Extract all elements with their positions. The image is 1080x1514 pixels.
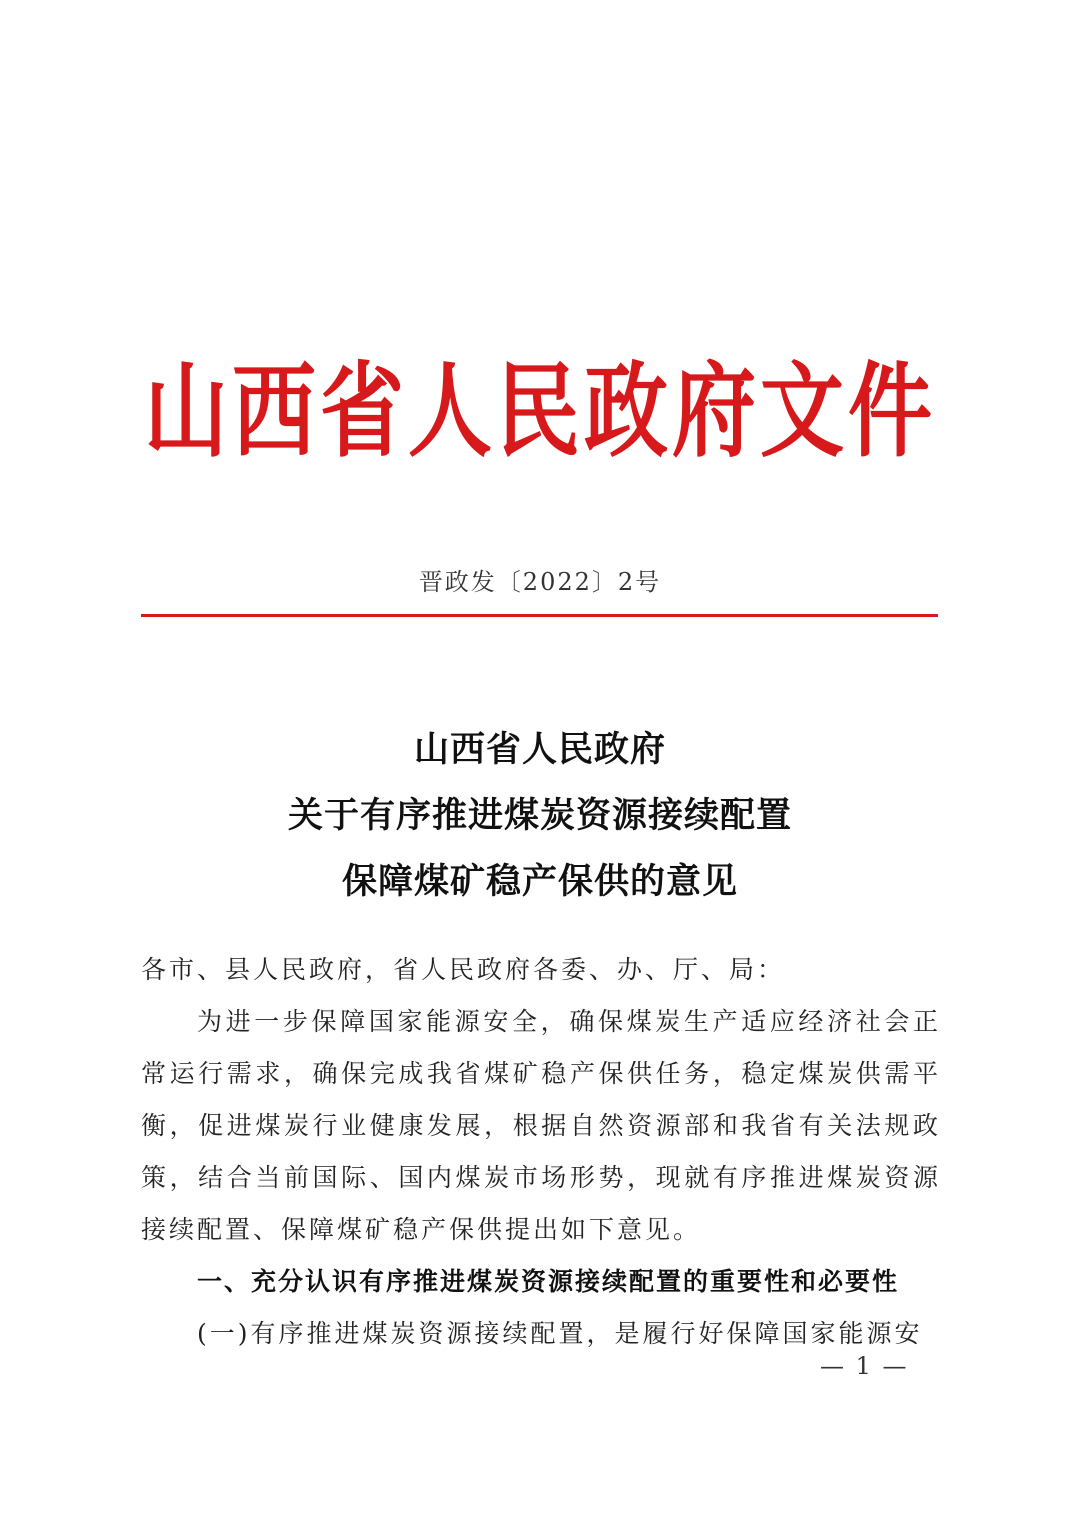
item-paragraph-1: (一)有序推进煤炭资源接续配置，是履行好保障国家能源安 xyxy=(197,1319,923,1348)
document-number: 晋政发〔2022〕2号 xyxy=(418,568,662,596)
intro-paragraph: 为进一步保障国家能源安全，确保煤炭生产适应经济社会正常运行需求，确保完成我省煤矿稳产保供任务，稳定煤炭供需平衡，促进煤炭行业健康发展，根据自然资源部和我省有关法规政策，结合当前国际、国内煤炭市场形势，现就有序推进煤炭资源接续配置、保障煤矿稳产保供提出如下意见。 xyxy=(141,1007,941,1244)
page-number: — 1 — xyxy=(820,1352,909,1380)
red-divider-line xyxy=(141,614,938,617)
document-body xyxy=(141,944,941,1360)
document-title-line-2: 关于有序推进煤炭资源接续配置 xyxy=(287,795,792,836)
document-masthead: 山西省人民政府文件 xyxy=(143,350,936,471)
document-title-line-3: 保障煤矿稳产保供的意见 xyxy=(341,861,738,902)
section-heading-1: 一、充分认识有序推进煤炭资源接续配置的重要性和必要性 xyxy=(197,1267,900,1296)
document-title-line-1: 山西省人民政府 xyxy=(413,729,666,770)
salutation: 各市、县人民政府，省人民政府各委、办、厅、局： xyxy=(141,955,786,984)
